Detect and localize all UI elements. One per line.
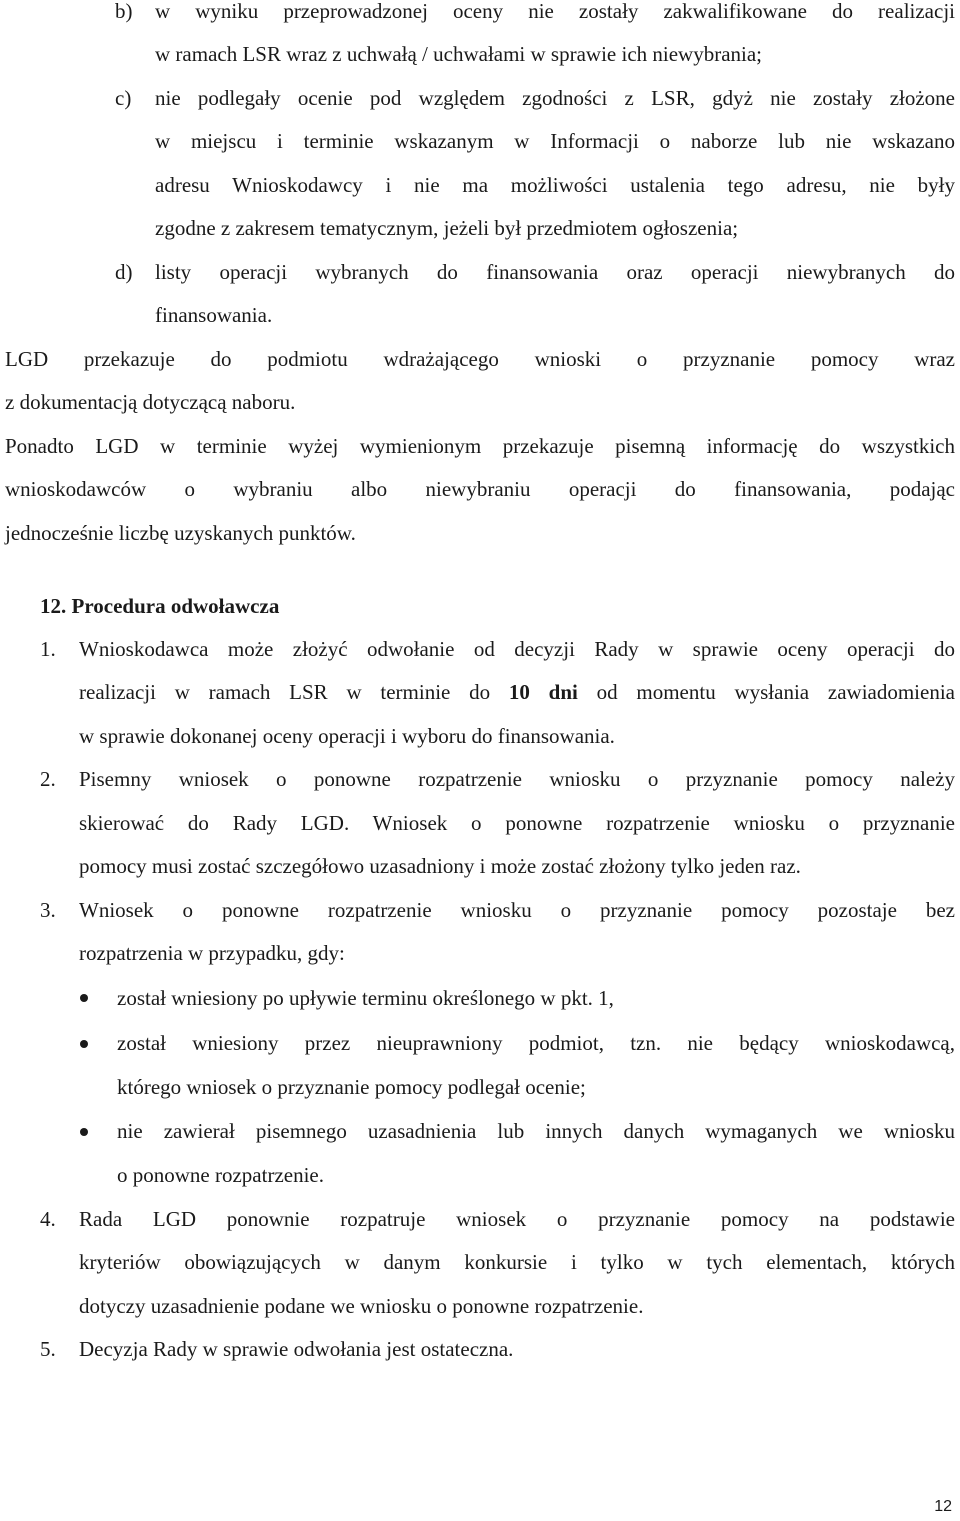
list-item-c-line-4: zgodne z zakresem tematycznym, jeżeli był przedmiotem ogłoszenia; bbox=[155, 216, 739, 240]
item-1-line-2 bbox=[79, 677, 955, 707]
item-1-line-1: Wnioskodawca może złożyć odwołanie od decyzji Rady w sprawie oceny operacji do bbox=[79, 637, 955, 661]
item-3-marker: 3. bbox=[40, 898, 56, 922]
paragraph-ponadto-line-1: Ponadto LGD w terminie wyżej wymienionym przekazuje pisemną informację do wszystkich bbox=[5, 434, 955, 458]
bullet-icon bbox=[80, 1128, 88, 1136]
deadline-days: 10 dni bbox=[508, 680, 578, 704]
item-1-line-2-post: od momentu wysłania zawiadomienia bbox=[577, 680, 955, 704]
page-number: 12 bbox=[934, 1498, 952, 1515]
bullet-2-line-2: którego wniosek o przyznanie pomocy podlegał ocenie; bbox=[117, 1075, 586, 1099]
item-1-line-2-pre: realizacji w ramach LSR w terminie do bbox=[79, 680, 509, 704]
list-item-b-line-1: w wyniku przeprowadzonej oceny nie zostały zakwalifikowane do realizacji bbox=[155, 0, 955, 23]
item-4-marker: 4. bbox=[40, 1207, 56, 1231]
item-1-marker: 1. bbox=[40, 637, 56, 661]
list-marker-d: d) bbox=[115, 260, 133, 284]
bullet-icon bbox=[80, 1040, 88, 1048]
list-item-b-line-2: w ramach LSR wraz z uchwałą / uchwałami w sprawie ich niewybrania; bbox=[155, 42, 763, 66]
list-item-c-line-2: w miejscu i terminie wskazanym w Informacji o naborze lub nie wskazano bbox=[155, 129, 955, 153]
list-item-d-line-1: listy operacji wybranych do finansowania oraz operacji niewybranych do bbox=[155, 260, 955, 284]
item-3-line-2: rozpatrzenia w przypadku, gdy: bbox=[79, 941, 345, 965]
section-heading: 12. Procedura odwoławcza bbox=[40, 594, 280, 618]
list-marker-c: c) bbox=[115, 86, 132, 110]
bullet-3-line-1: nie zawierał pisemnego uzasadnienia lub innych danych wymaganych we wniosku bbox=[117, 1119, 955, 1143]
list-item-c-line-3: adresu Wnioskodawcy i nie ma możliwości ustalenia tego adresu, nie były bbox=[155, 173, 955, 197]
list-item-d-line-2: finansowania. bbox=[155, 303, 273, 327]
item-2-marker: 2. bbox=[40, 767, 56, 791]
item-2-line-1: Pisemny wniosek o ponowne rozpatrzenie wniosku o przyznanie pomocy należy bbox=[79, 767, 955, 791]
bullet-icon bbox=[80, 994, 88, 1002]
item-5-marker: 5. bbox=[40, 1337, 56, 1361]
list-marker-b: b) bbox=[115, 0, 133, 23]
paragraph-lgd-line-1: LGD przekazuje do podmiotu wdrażającego wnioski o przyznanie pomocy wraz bbox=[5, 347, 955, 371]
list-item-c-line-1: nie podlegały ocenie pod względem zgodności z LSR, gdyż nie zostały złożone bbox=[155, 86, 955, 110]
paragraph-lgd-line-2: z dokumentacją dotyczącą naboru. bbox=[5, 390, 296, 414]
item-3-line-1: Wniosek o ponowne rozpatrzenie wniosku o przyznanie pomocy pozostaje bez bbox=[79, 898, 955, 922]
item-5-line-1: Decyzja Rady w sprawie odwołania jest ostateczna. bbox=[79, 1337, 514, 1361]
item-4-line-1: Rada LGD ponownie rozpatruje wniosek o przyznanie pomocy na podstawie bbox=[79, 1207, 955, 1231]
bullet-2-line-1: został wniesiony przez nieuprawniony podmiot, tzn. nie będący wnioskodawcą, bbox=[117, 1031, 955, 1055]
item-4-line-3: dotyczy uzasadnienie podane we wniosku o ponowne rozpatrzenie. bbox=[79, 1294, 644, 1318]
item-4-line-2: kryteriów obowiązujących w danym konkursie i tylko w tych elementach, których bbox=[79, 1250, 955, 1274]
item-2-line-2: skierować do Rady LGD. Wniosek o ponowne rozpatrzenie wniosku o przyznanie bbox=[79, 811, 955, 835]
bullet-3-line-2: o ponowne rozpatrzenie. bbox=[117, 1163, 324, 1187]
paragraph-ponadto-line-2: wnioskodawców o wybraniu albo niewybraniu operacji do finansowania, podając bbox=[5, 477, 955, 501]
bullet-1-line-1: został wniesiony po upływie terminu określonego w pkt. 1, bbox=[117, 986, 614, 1010]
paragraph-ponadto-line-3: jednocześnie liczbę uzyskanych punktów. bbox=[5, 521, 356, 545]
item-1-line-3: w sprawie dokonanej oceny operacji i wyboru do finansowania. bbox=[79, 724, 615, 748]
item-2-line-3: pomocy musi zostać szczegółowo uzasadniony i może zostać złożony tylko jeden raz. bbox=[79, 854, 801, 878]
